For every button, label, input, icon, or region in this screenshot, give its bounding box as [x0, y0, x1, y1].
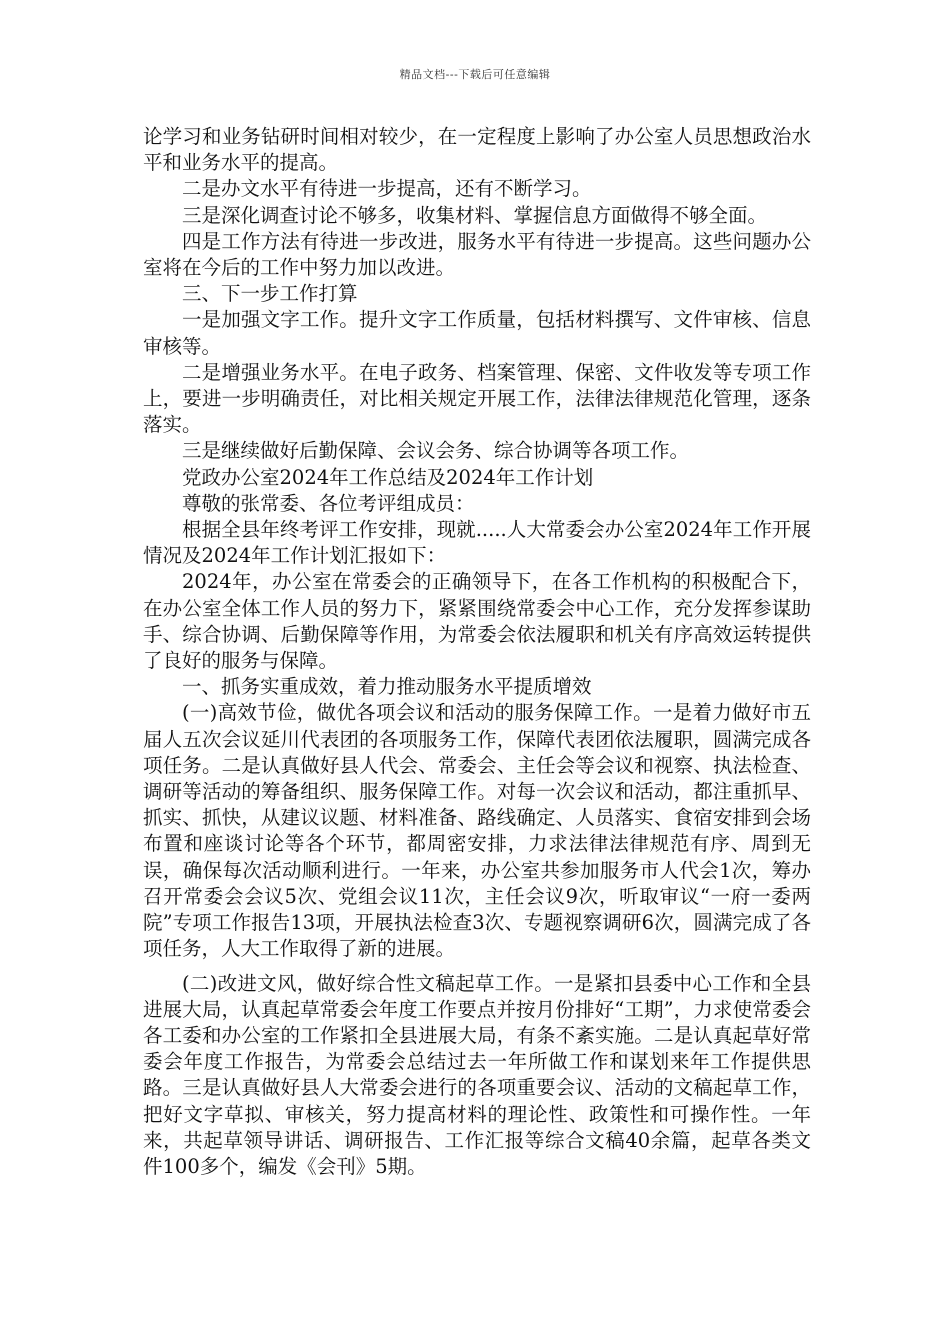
- document-title: 党政办公室2024年工作总结及2024年工作计划: [182, 465, 594, 489]
- paragraph: 三是继续做好后勤保障、会议会务、综合协调等各项工作。: [182, 439, 690, 463]
- paragraph: 三是深化调查讨论不够多，收集材料、掌握信息方面做得不够全面。: [182, 203, 768, 227]
- salutation: 尊敬的张常委、各位考评组成员：: [182, 491, 475, 515]
- paragraph: 一是加强文字工作。提升文字工作质量，包括材料撰写、文件审核、信息审核等。: [143, 308, 811, 358]
- paragraph: (一)高效节俭，做优各项会议和活动的服务保障工作。一是着力做好市五届人五次会议延川代表团的各项服务工作，保障代表团依法履职，圆满完成各项任务。二是认真做好县人代会、常委会、主任会等会议和视察、执法检查、调研等活动的筹备组织、服务保障工作。对每一次会议和活动，都注重抓早、抓实、抓快，从建议议题、材料准备、路线确定、人员落实、食宿安排到会场布置和座谈讨论等各个环节，都周密安排，力求法律法律规范有序、周到无误，确保每次活动顺利进行。一年来，办公室共参加服务市人代会1次，筹办召开常委会会议5次、党组会议11次，主任会议9次，听取审议“一府一委两院”专项工作报告13项，开展执法检查3次、专题视察调研6次，圆满完成了各项任务，人大工作取得了新的进展。: [143, 701, 811, 961]
- paragraph: 二是办文水平有待进一步提高，还有不断学习。: [182, 177, 592, 201]
- paragraph: 论学习和业务钻研时间相对较少，在一定程度上影响了办公室人员思想政治水平和业务水平的提高。: [143, 125, 811, 175]
- page-header: 精品文档---下载后可任意编辑: [399, 68, 551, 81]
- paragraph: 四是工作方法有待进一步改进，服务水平有待进一步提高。这些问题办公室将在今后的工作中努力加以改进。: [143, 229, 811, 280]
- paragraph: 2024年，办公室在常委会的正确领导下，在各工作机构的积极配合下，在办公室全体工作人员的努力下，紧紧围绕常委会中心工作，充分发挥参谋助手、综合协调、后勤保障等作用，为常委会依法履职和机关有序高效运转提供了良好的服务与保障。: [143, 570, 811, 673]
- document-body: [143, 124, 811, 1180]
- paragraph: 根据全县年终考评工作安排，现就.....人大常委会办公室2024年工作开展情况及2024年工作计划汇报如下：: [143, 518, 811, 568]
- section-heading: 一、抓务实重成效，着力推动服务水平提质增效: [182, 675, 592, 699]
- section-heading: 三、下一步工作打算: [182, 282, 358, 306]
- paragraph: (二)改进文风，做好综合性文稿起草工作。一是紧扣县委中心工作和全县进展大局，认真起草常委会年度工作要点并按月份排好“工期”，力求使常委会各工委和办公室的工作紧扣全县进展大局，有条不紊实施。二是认真起草好常委会年度工作报告，为常委会总结过去一年所做工作和谋划来年工作提供思路。三是认真做好县人大常委会进行的各项重要会议、活动的文稿起草工作，把好文字草拟、审核关，努力提高材料的理论性、政策性和可操作性。一年来，共起草领导讲话、调研报告、工作汇报等综合文稿40余篇，起草各类文件100多个，编发《会刊》5期。: [143, 971, 811, 1178]
- paragraph: 二是增强业务水平。在电子政务、档案管理、保密、文件收发等专项工作上，要进一步明确责任，对比相关规定开展工作，法律法律规范化管理，逐条落实。: [143, 360, 811, 437]
